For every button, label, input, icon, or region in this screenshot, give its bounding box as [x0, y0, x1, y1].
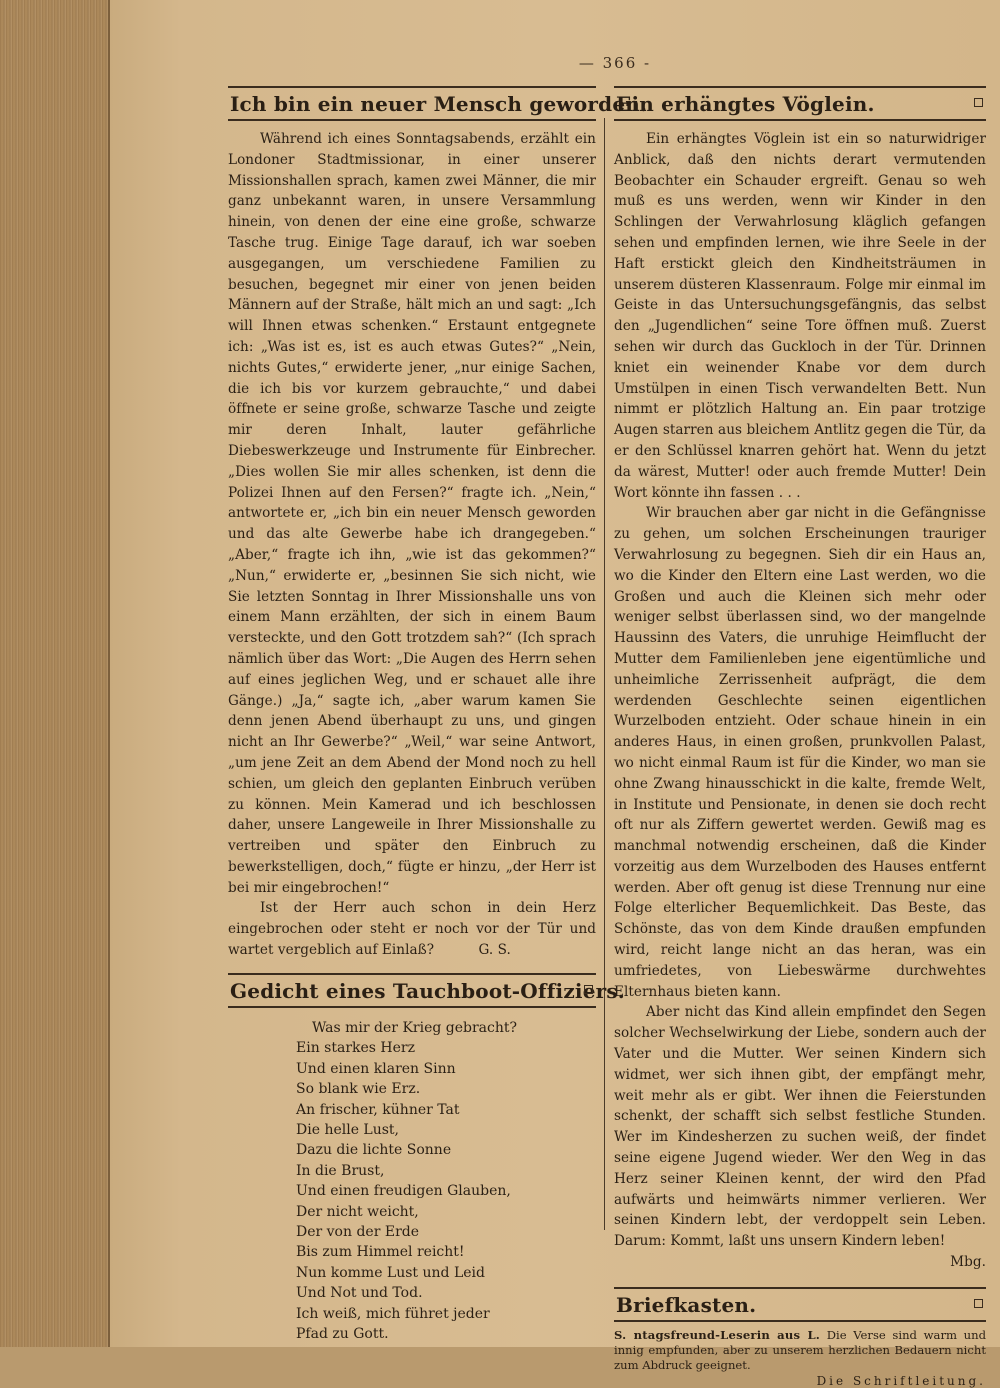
article-paragraph: Ein erhängtes Vöglein ist ein so naturwidriger Anblick, daß den nichts derart vermutenden Beobachter ein Schauder ergreift. Genau so weh muß es uns werden, wenn wir Kinder in den Schlingen der Verwahrlosung kläglich gefangen sehen und empfinden lernen, wie ihre Seele in der Haft erstickt gleich den Kindheitsträumen in unserem düsteren Klassenraum. Folge mir einmal im Geiste in das Untersuchungsgefängnis, das selbst den „Jugendlichen“ seine Tore öffnen muß. Zuerst sehen wir durch das Guckloch in der Tür. Drinnen kniet ein weinender Knabe vor dem durch Umstülpen in einen Tisch verwandelten Bett. Nun nimmt er plötzlich Haltung an. Ein paar trotzige Augen starren aus bleichem Antlitz gegen die Tür, da er den Schlüssel knarren gehört hat. Wenn du jetzt da wärest, Mutter! oder auch fremde Mutter! Dein Wort könnte ihn fassen . . .	[614, 131, 986, 501]
poem-line: Bis zum Himmel reicht!	[296, 1244, 465, 1261]
letter-recipient: S. ntagsfreund-Leserin aus L.	[614, 1327, 821, 1342]
letterbox-entry	[614, 1328, 986, 1373]
poem	[296, 1018, 596, 1345]
left-column	[228, 86, 648, 1344]
article-paragraph: Wir brauchen aber gar nicht in die Gefängnisse zu gehen, um solchen Erscheinungen trauriger Verwahrlosung zu begegnen. Sieh dir ein Haus an, wo die Kinder den Eltern eine Last werden, wo die Großen und auch die Kleinen sich mehr oder weniger selbst überlassen sind, wo der mangelnde Haussinn des Vaters, die unruhige Heimflucht der Mutter dem Familienleben jene eigentümliche und unheimliche Zerrissenheit aufprägt, die dem werdenden Geschlechte seinen eigentlichen Wurzelboden entzieht. Oder schaue hinein in ein anderes Haus, in einen großen, prunkvollen Palast, wo nicht einmal Raum ist für die Kinder, wo man sie ohne Zwang hinausschickt in die kalte, fremde Welt, in Institute und Pensionate, in denen sie doch recht oft nur als Ziffern gewertet werden. Gewiß mag es manchmal notwendig erscheinen, daß die Kinder vorzeitig aus dem Wurzelboden des Hauses entfernt werden. Aber oft genug ist diese Trennung nur eine Folge elterlicher Bequemlichkeit. Das Beste, das Schönste, das von dem Kinde draußen empfunden wird, reicht lange nicht an das heran, was ein umfriedetes, von Liebeswärme durchwehtes Elternhaus bieten kann.	[614, 505, 986, 1000]
column-divider	[604, 118, 605, 1230]
article-signature: Mbg.	[950, 1254, 986, 1271]
article-heading	[228, 86, 648, 121]
article-body: Während ich eines Sonntagsabends, erzählt ein Londoner Stadtmissionar, in einer unserer Missionshallen sprach, kamen zwei Männer, die mir ganz unbekannt waren, in unsere Versammlung hinein, von denen der eine eine große, schwarze Tasche trug. Einige Tage darauf, ich war soeben ausgegangen, um verschiedene Familien zu besuchen, begegnet mir einer von jenen beiden Männern auf der Straße, hält mich an und sagt: „Ich will Ihnen etwas schenken.“ Erstaunt entgegnete ich: „Was ist es, ist es auch etwas Gutes?“ „Nein, nichts Gutes,“ erwiderte jener, „nur einige Sachen, die ich bis vor kurzem gebrauchte,“ und dabei öffnete er seine große, schwarze Tasche und zeigte mir deren Inhalt, lauter gefährliche Diebeswerkzeuge und Instrumente für Einbrecher. „Dies wollen Sie mir alles schenken, ist denn die Polizei Ihnen auf den Fersen?“ fragte ich. „Nein,“ antwortete er, „ich bin ein neuer Mensch geworden und das alte Gewerbe habe ich drangegeben.“ „Aber,“ fragte ich ihn, „wie ist das gekommen?“ „Nun,“ erwiderte er, „besinnen Sie sich nicht, wie Sie letzten Sonntag in Ihrer Missionshalle uns von einem Mann erzählten, der sich in einem Baum versteckte, und den Gott trotzdem sah?“ (Ich sprach nämlich über das Wort: „Die Augen des Herrn sehen auf eines jeglichen Weg, und er schauet alle ihre Gänge.) „Ja,“ sagte ich, „aber warum kamen Sie denn jenen Abend überhaupt zu uns, und gingen nicht an Ihr Gewerbe?“ „Weil,“ war seine Antwort, „um jene Zeit an dem Abend der Mond noch zu hell schien, um gleich den geplanten Einbruch verüben zu können. Mein Kamerad und ich beschlossen daher, unsere Langeweile in Ihrer Missionshalle zu vertreiben und später den Einbruch zu bewerkstelligen, doch,“ fügte er hinzu, „der Herr ist bei mir eingebrochen!“	[228, 131, 596, 896]
poem-line: Dazu die lichte Sonne	[296, 1142, 452, 1159]
square-ornament-icon	[974, 1299, 983, 1308]
book-page-edges	[0, 0, 110, 1347]
square-ornament-icon	[974, 98, 983, 107]
poem-line: Der von der Erde	[296, 1223, 420, 1240]
poem-line: Und einen klaren Sinn	[296, 1060, 456, 1077]
article-closing	[228, 898, 596, 960]
article-title: Ich bin ein neuer Mensch geworden.	[230, 92, 648, 116]
poem-line: Was mir der Krieg gebracht?	[312, 1019, 518, 1036]
poem-title: Gedicht eines Tauchboot-Offiziers.	[230, 978, 625, 1003]
article-title: Ein erhängtes Vöglein.	[616, 92, 875, 116]
poem-heading	[228, 973, 625, 1008]
article-paragraph	[614, 1002, 986, 1271]
poem-line: Ein starkes Herz	[296, 1040, 415, 1057]
poem-line: In die Brust,	[296, 1162, 385, 1179]
poem-line: Und Not und Tod.	[296, 1285, 423, 1302]
letterbox-signoff: Die Schriftleitung.	[816, 1373, 986, 1388]
article-signature: G. S.	[478, 942, 511, 959]
article-heading	[614, 86, 986, 121]
poem-line: Nun komme Lust und Leid	[296, 1264, 485, 1281]
poem-line: Pfad zu Gott.	[296, 1325, 389, 1342]
letter-text: Die Verse sind warm und innig empfunden, aber zu unserem herzlichen Bedauern nicht zum Abdruck geeignet.	[614, 1327, 987, 1372]
paragraph-text: Aber nicht das Kind allein empfindet den Segen solcher Wechselwirkung der Liebe, sondern auch der Vater und die Mutter. Wer seinen Kindern sich widmet, wer sich ihnen gibt, der empfängt mehr, weit mehr als er gibt. Wer ihnen die Feierstunden schenkt, der schafft sich selbst festliche Stunden. Wer im Kindesherzen zu suchen weiß, der findet seine eigene Jugend wieder. Wer den Weg in das Herz seiner Kleinen kennt, der wird den Pfad aufwärts und heimwärts nimmer verlieren. Wer seinen Kindern lebt, der verdoppelt sein Leben. Darum: Kommt, laßt uns unsern Kindern leben!	[614, 1004, 986, 1250]
poem-line: Und einen freudigen Glauben,	[296, 1183, 511, 1200]
page-number: — 366 -	[578, 54, 652, 72]
letterbox-heading	[614, 1287, 986, 1322]
poem-line: Der nicht weicht,	[296, 1203, 419, 1220]
poem-line: Die helle Lust,	[296, 1121, 400, 1138]
right-column	[614, 86, 986, 1388]
letterbox-title: Briefkasten.	[616, 1292, 757, 1317]
closing-text: Ist der Herr auch schon in dein Herz eingebrochen oder steht er noch vor der Tür und wartet vergeblich auf Einlaß?	[228, 900, 596, 959]
poem-line: So blank wie Erz.	[296, 1081, 421, 1098]
poem-line: Ich weiß, mich führet jeder	[296, 1305, 490, 1322]
square-ornament-icon	[584, 985, 593, 994]
poem-line: An frischer, kühner Tat	[296, 1101, 460, 1118]
